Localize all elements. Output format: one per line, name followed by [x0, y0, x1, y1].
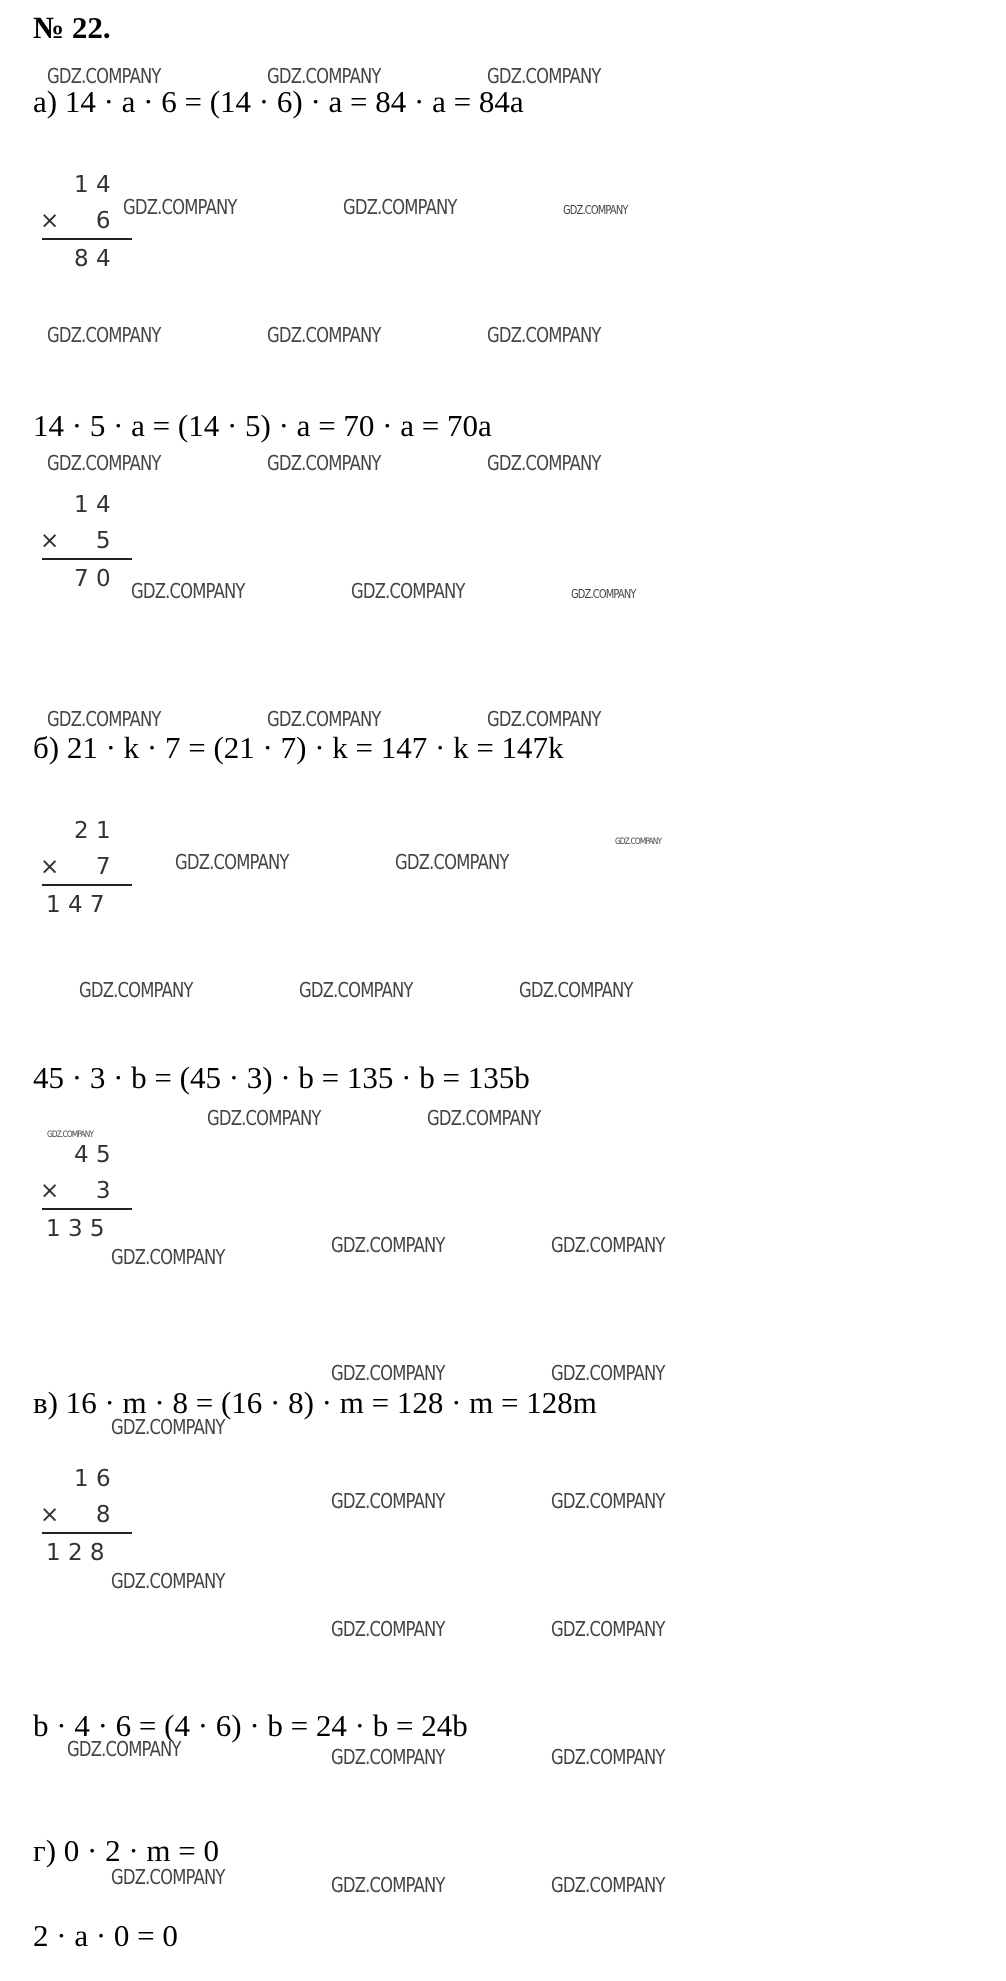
watermark: GDZ.COMPANY	[331, 1617, 445, 1641]
watermark: GDZ.COMPANY	[111, 1569, 225, 1593]
multiplicand: 1 4	[74, 172, 111, 198]
result-line	[42, 238, 132, 240]
equation-a2: 14 · 5 · а = (14 · 5) · а = 70 · а = 70а	[33, 408, 492, 443]
watermark: GDZ.COMPANY	[551, 1745, 665, 1769]
result-line	[42, 558, 132, 560]
product: 1 3 5	[46, 1216, 105, 1242]
watermark: GDZ.COMPANY	[615, 837, 662, 847]
equation-g2: 2 · а · 0 = 0	[33, 1918, 178, 1953]
watermark: GDZ.COMPANY	[123, 195, 237, 219]
product: 8 4	[74, 246, 111, 272]
equation-g1: г) 0 · 2 · m = 0	[33, 1833, 220, 1868]
watermark: GDZ.COMPANY	[111, 1415, 225, 1439]
multiplier: × 5	[40, 528, 111, 554]
product: 1 4 7	[46, 892, 105, 918]
watermark: GDZ.COMPANY	[111, 1245, 225, 1269]
watermark: GDZ.COMPANY	[267, 323, 381, 347]
watermark: GDZ.COMPANY	[551, 1361, 665, 1385]
multiplier: × 3	[40, 1178, 111, 1204]
watermark: GDZ.COMPANY	[111, 1865, 225, 1889]
watermark: GDZ.COMPANY	[47, 1130, 94, 1140]
watermark: GDZ.COMPANY	[207, 1106, 321, 1130]
watermark: GDZ.COMPANY	[571, 587, 636, 601]
watermark: GDZ.COMPANY	[267, 64, 381, 88]
watermark: GDZ.COMPANY	[395, 850, 509, 874]
watermark: GDZ.COMPANY	[551, 1873, 665, 1897]
multiplicand: 2 1	[74, 818, 111, 844]
result-line	[42, 1208, 132, 1210]
multiplicand: 1 6	[74, 1466, 111, 1492]
watermark: GDZ.COMPANY	[427, 1106, 541, 1130]
watermark: GDZ.COMPANY	[47, 64, 161, 88]
watermark: GDZ.COMPANY	[47, 707, 161, 731]
watermark: GDZ.COMPANY	[487, 451, 601, 475]
result-line	[42, 1532, 132, 1534]
multiplicand: 1 4	[74, 492, 111, 518]
watermark: GDZ.COMPANY	[79, 978, 193, 1002]
watermark: GDZ.COMPANY	[519, 978, 633, 1002]
multiplicand: 4 5	[74, 1142, 111, 1168]
problem-title: № 22.	[33, 10, 111, 45]
watermark: GDZ.COMPANY	[267, 707, 381, 731]
watermark: GDZ.COMPANY	[487, 323, 601, 347]
watermark: GDZ.COMPANY	[47, 451, 161, 475]
product: 1 2 8	[46, 1540, 105, 1566]
watermark: GDZ.COMPANY	[551, 1233, 665, 1257]
watermark: GDZ.COMPANY	[351, 579, 465, 603]
watermark: GDZ.COMPANY	[131, 579, 245, 603]
watermark: GDZ.COMPANY	[331, 1489, 445, 1513]
result-line	[42, 884, 132, 886]
watermark: GDZ.COMPANY	[487, 707, 601, 731]
watermark: GDZ.COMPANY	[487, 64, 601, 88]
watermark: GDZ.COMPANY	[175, 850, 289, 874]
watermark: GDZ.COMPANY	[67, 1737, 181, 1761]
watermark: GDZ.COMPANY	[299, 978, 413, 1002]
multiplier: × 7	[40, 854, 111, 880]
equation-b1: б) 21 · k · 7 = (21 · 7) · k = 147 · k = 147k	[33, 730, 564, 765]
equation-b2: 45 · 3 · b = (45 · 3) · b = 135 · b = 135b	[33, 1060, 530, 1095]
watermark: GDZ.COMPANY	[331, 1873, 445, 1897]
watermark: GDZ.COMPANY	[551, 1489, 665, 1513]
watermark: GDZ.COMPANY	[331, 1745, 445, 1769]
equation-a1: а) 14 · а · 6 = (14 · 6) · а = 84 · а = 84а	[33, 84, 524, 119]
multiplier: × 8	[40, 1502, 111, 1528]
product: 7 0	[74, 566, 111, 592]
equation-v1: в) 16 · m · 8 = (16 · 8) · m = 128 · m = 128m	[33, 1385, 597, 1420]
watermark: GDZ.COMPANY	[551, 1617, 665, 1641]
watermark: GDZ.COMPANY	[331, 1233, 445, 1257]
watermark: GDZ.COMPANY	[343, 195, 457, 219]
watermark: GDZ.COMPANY	[331, 1361, 445, 1385]
watermark: GDZ.COMPANY	[563, 203, 628, 217]
watermark: GDZ.COMPANY	[267, 451, 381, 475]
multiplier: × 6	[40, 208, 111, 234]
equation-v2: b · 4 · 6 = (4 · 6) · b = 24 · b = 24b	[33, 1708, 468, 1743]
watermark: GDZ.COMPANY	[47, 323, 161, 347]
